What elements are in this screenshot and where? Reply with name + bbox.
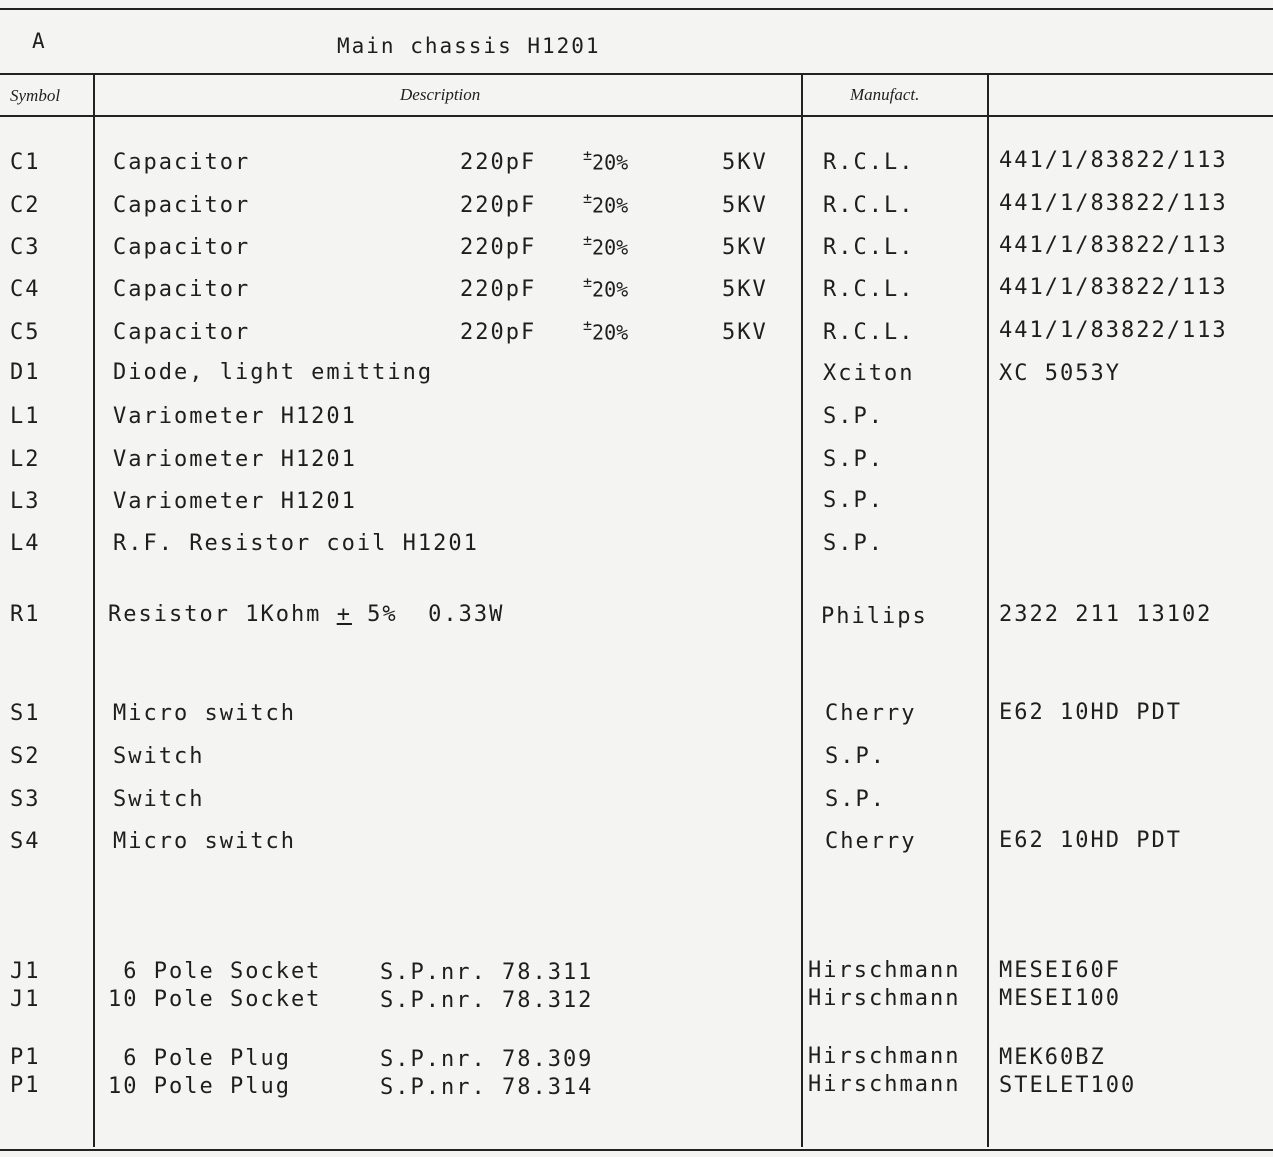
part-number-cell: 441/1/83822/113 <box>999 233 1228 258</box>
symbol-cell: S2 <box>10 744 41 769</box>
symbol-cell: L1 <box>10 404 41 429</box>
part-number-cell: XC 5053Y <box>999 361 1121 386</box>
manufacturer-cell: R.C.L. <box>823 150 915 175</box>
symbol-cell: C2 <box>10 193 41 218</box>
symbol-cell: P1 <box>10 1045 41 1070</box>
description-cell: Variometer H1201 <box>113 447 357 472</box>
part-number-cell: 2322 211 13102 <box>999 602 1213 627</box>
header-top-rule <box>0 73 1273 75</box>
header-description: Description <box>400 85 481 104</box>
tolerance-cell: ±20% <box>583 316 629 345</box>
voltage-cell: 5KV <box>722 235 768 260</box>
description-cell: Resistor 1Kohm + 5% 0.33W <box>108 602 505 627</box>
sp-number-cell: S.P.nr. 78.312 <box>380 988 594 1013</box>
manufacturer-cell: S.P. <box>823 531 884 556</box>
part-number-cell: 441/1/83822/113 <box>999 318 1228 343</box>
tolerance-cell: ±20% <box>583 189 629 218</box>
part-number-cell: MEK60BZ <box>999 1045 1106 1070</box>
description-cell: Capacitor <box>113 235 251 260</box>
voltage-cell: 5KV <box>722 277 768 302</box>
column-rule-description <box>801 75 803 1147</box>
bottom-rule <box>0 1149 1273 1151</box>
description-cell: Capacitor <box>113 150 251 175</box>
symbol-cell: S4 <box>10 829 41 854</box>
voltage-cell: 5KV <box>722 320 768 345</box>
part-number-cell: 441/1/83822/113 <box>999 191 1228 216</box>
description-cell: Variometer H1201 <box>113 404 357 429</box>
sheet-letter: A <box>32 29 47 53</box>
description-cell: R.F. Resistor coil H1201 <box>113 531 479 556</box>
symbol-cell: C3 <box>10 235 41 260</box>
description-cell: Capacitor <box>113 193 251 218</box>
manufacturer-cell: R.C.L. <box>823 235 915 260</box>
symbol-cell: J1 <box>10 987 41 1012</box>
manufacturer-cell: Hirschmann <box>808 986 961 1011</box>
value-cell: 220pF <box>460 320 537 345</box>
description-cell: Switch <box>113 744 205 769</box>
symbol-cell: S1 <box>10 701 41 726</box>
manufacturer-cell: Hirschmann <box>808 958 961 983</box>
symbol-cell: C5 <box>10 320 41 345</box>
part-number-cell: E62 10HD PDT <box>999 700 1182 725</box>
symbol-cell: J1 <box>10 959 41 984</box>
symbol-cell: L4 <box>10 531 41 556</box>
description-cell: 10 Pole Socket <box>108 987 322 1012</box>
part-number-cell: MESEI60F <box>999 958 1121 983</box>
description-cell: 10 Pole Plug <box>108 1074 291 1099</box>
manufacturer-cell: S.P. <box>823 488 884 513</box>
symbol-cell: P1 <box>10 1073 41 1098</box>
manufacturer-cell: S.P. <box>823 447 884 472</box>
part-number-cell: 441/1/83822/113 <box>999 275 1228 300</box>
value-cell: 220pF <box>460 235 537 260</box>
manufacturer-cell: Hirschmann <box>808 1072 961 1097</box>
manufacturer-cell: Cherry <box>825 829 917 854</box>
manufacturer-cell: R.C.L. <box>823 193 915 218</box>
page-title: Main chassis H1201 <box>337 34 601 58</box>
manufacturer-cell: Xciton <box>823 361 915 386</box>
symbol-cell: L3 <box>10 489 41 514</box>
description-cell: Capacitor <box>113 320 251 345</box>
value-cell: 220pF <box>460 277 537 302</box>
manufacturer-cell: R.C.L. <box>823 277 915 302</box>
description-cell: Micro switch <box>113 829 296 854</box>
description-cell: Capacitor <box>113 277 251 302</box>
sp-number-cell: S.P.nr. 78.311 <box>380 960 594 985</box>
manufacturer-cell: Philips <box>821 604 928 629</box>
header-symbol: Symbol <box>10 86 61 105</box>
value-cell: 220pF <box>460 193 537 218</box>
voltage-cell: 5KV <box>722 150 768 175</box>
manufacturer-cell: Hirschmann <box>808 1044 961 1069</box>
tolerance-cell: ±20% <box>583 146 629 175</box>
symbol-cell: C4 <box>10 277 41 302</box>
symbol-cell: C1 <box>10 150 41 175</box>
sp-number-cell: S.P.nr. 78.309 <box>380 1047 594 1072</box>
column-rule-manufacturer <box>987 75 989 1147</box>
part-number-cell: STELET100 <box>999 1073 1137 1098</box>
sp-number-cell: S.P.nr. 78.314 <box>380 1075 594 1100</box>
tolerance-cell: ±20% <box>583 273 629 302</box>
part-number-cell: MESEI100 <box>999 986 1121 1011</box>
description-cell: Diode, light emitting <box>113 360 434 385</box>
part-number-cell: 441/1/83822/113 <box>999 148 1228 173</box>
description-cell: Micro switch <box>113 701 296 726</box>
column-rule-symbol <box>93 75 95 1147</box>
value-cell: 220pF <box>460 150 537 175</box>
manufacturer-cell: Cherry <box>825 701 917 726</box>
description-cell: Variometer H1201 <box>113 489 357 514</box>
description-cell: 6 Pole Socket <box>108 959 322 984</box>
description-cell: 6 Pole Plug <box>108 1046 291 1071</box>
manufacturer-cell: S.P. <box>823 404 884 429</box>
symbol-cell: D1 <box>10 360 41 385</box>
symbol-cell: S3 <box>10 787 41 812</box>
manufacturer-cell: R.C.L. <box>823 320 915 345</box>
manufacturer-cell: S.P. <box>825 787 886 812</box>
header-bottom-rule <box>0 115 1273 117</box>
header-manufacturer: Manufact. <box>850 85 920 104</box>
description-cell: Switch <box>113 787 205 812</box>
voltage-cell: 5KV <box>722 193 768 218</box>
tolerance-cell: ±20% <box>583 231 629 260</box>
symbol-cell: R1 <box>10 602 41 627</box>
manufacturer-cell: S.P. <box>825 744 886 769</box>
part-number-cell: E62 10HD PDT <box>999 828 1182 853</box>
top-rule <box>0 8 1273 10</box>
symbol-cell: L2 <box>10 447 41 472</box>
